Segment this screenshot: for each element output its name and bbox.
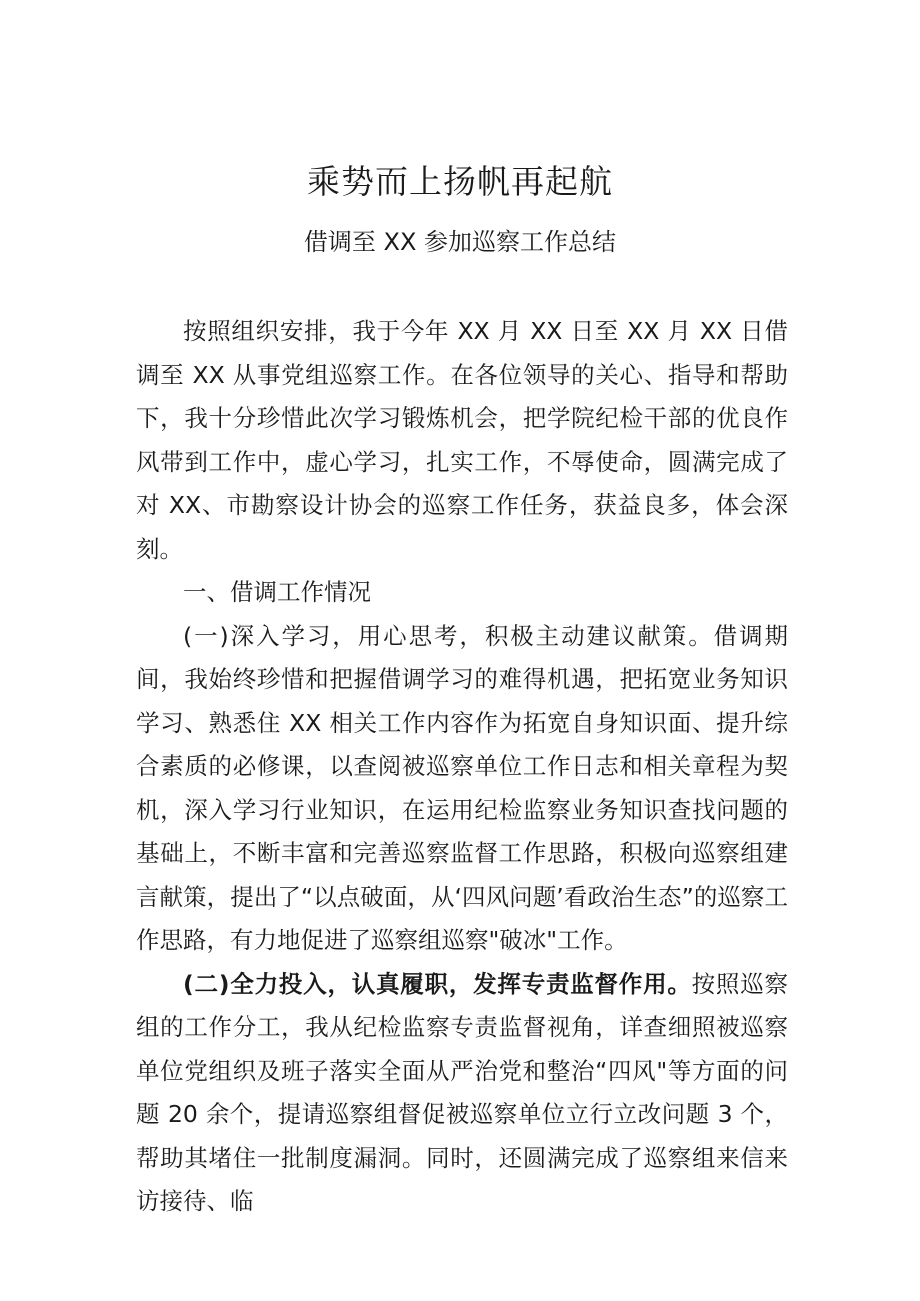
document-subtitle: 借调至 XX 参加巡察工作总结 [303, 228, 617, 256]
subsection-2-text: 按照巡察组的工作分工，我从纪检监察专责监督视角，详查细照被巡察单位党组织及班子落实全面从严治党和整治“四风"等方面的问题 20 余个，提请巡察组督促被巡察单位立行立改问题 3 个，帮助其堵住一批制度漏洞。同时，还圆满完成了巡察组来信来访接待、临 [136, 969, 788, 1215]
document-title: 乘势而上扬帆再起航 [307, 162, 613, 201]
document-body [136, 310, 788, 1224]
section-heading-1: 一、借调工作情况 [183, 578, 371, 606]
paragraph-subsection-1: (一)深入学习，用心思考，积极主动建议献策。借调期间，我始终珍惜和把握借调学习的难得机遇，把拓宽业务知识学习、熟悉住 XX 相关工作内容作为拓宽自身知识面、提升综合素质的必修课，以查阅被巡察单位工作日志和相关章程为契机，深入学习行业知识，在运用纪检监察业务知识查找问题的基础上，不断丰富和完善巡察监督工作思路，积极向巡察组建言献策，提出了“以点破面，从‘四风问题’看政治生态”的巡察工作思路，有力地促进了巡察组巡察"破冰"工作。 [136, 621, 788, 954]
paragraph-intro: 按照组织安排，我于今年 XX 月 XX 日至 XX 月 XX 日借调至 XX 从事党组巡察工作。在各位领导的关心、指导和帮助下，我十分珍惜此次学习锻炼机会，把学院纪检干部的优良作风带到工作中，虚心学习，扎实工作，不辱使命，圆满完成了对 XX、市勘察设计协会的巡察工作任务，获益良多，体会深刻。 [136, 317, 788, 563]
paragraph-subsection-2 [136, 963, 788, 1224]
subsection-2-lead: (二)全力投入，认真履职，发挥专责监督作用。 [183, 969, 692, 998]
